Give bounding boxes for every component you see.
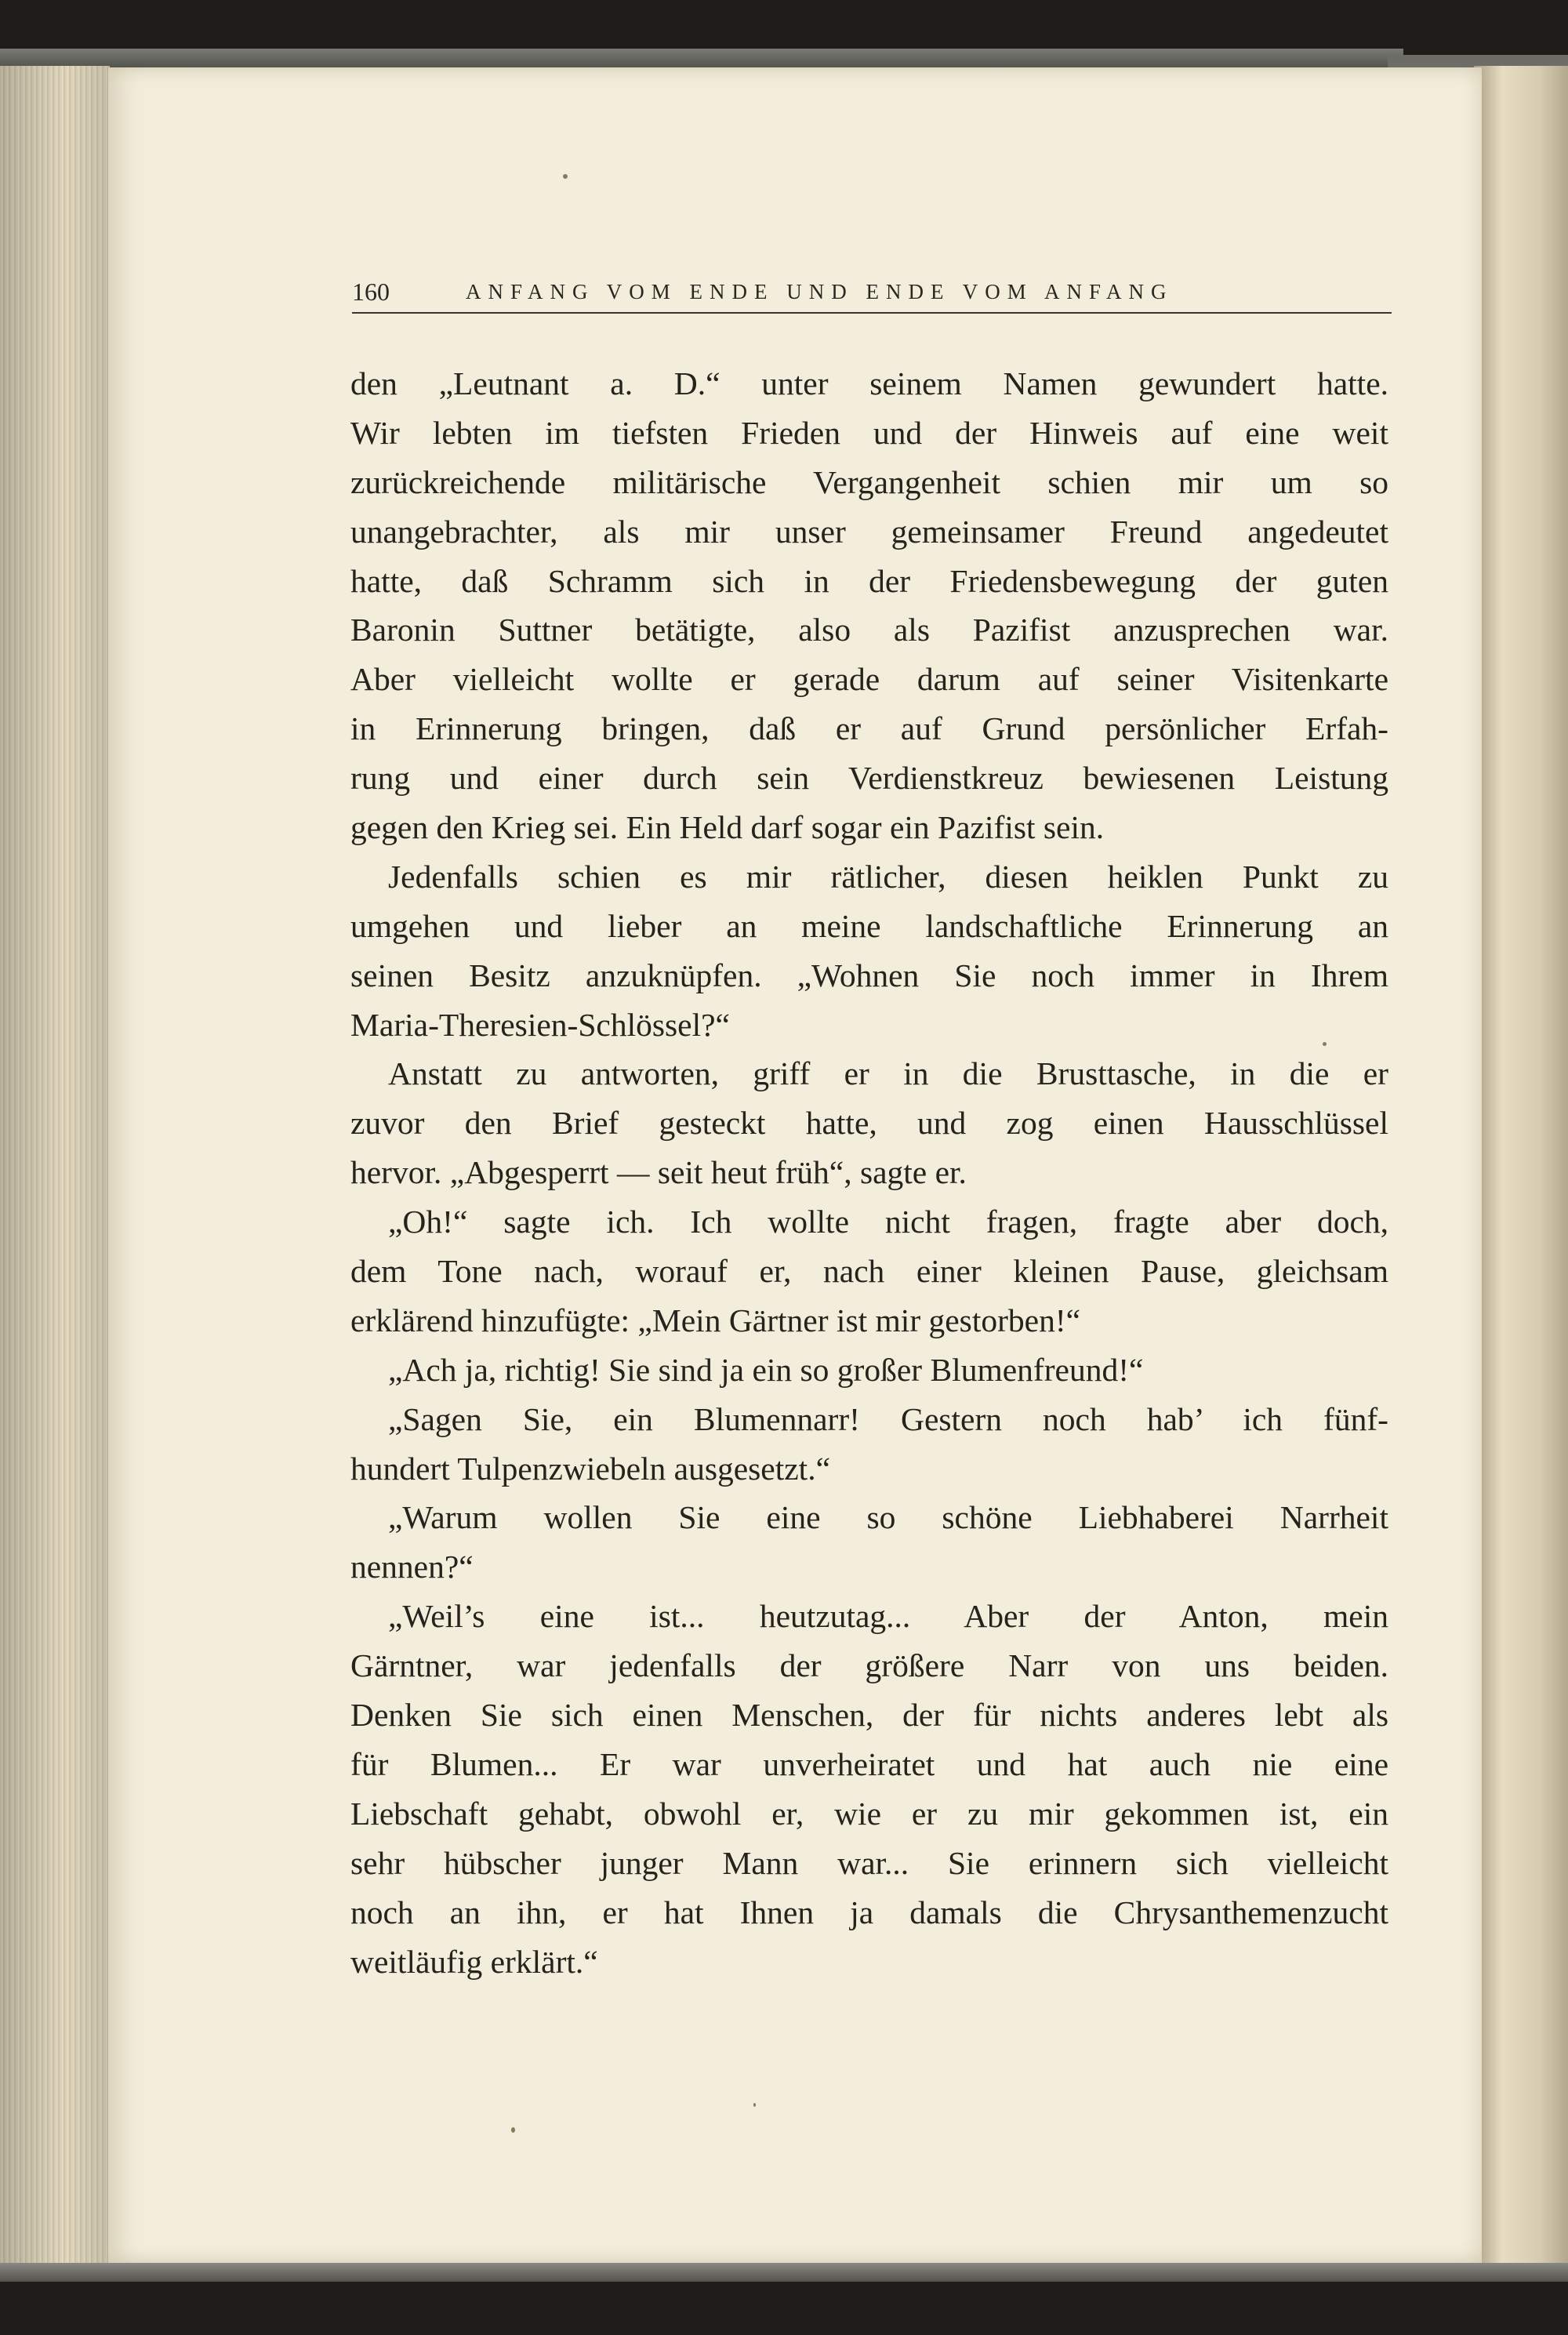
text-line: rung und einer durch sein Verdienstkreuz bewiesenen Leistung xyxy=(350,760,1388,797)
paragraph xyxy=(350,1345,1388,1395)
text-line: Gärntner, war jedenfalls der größere Narr von uns beiden. xyxy=(350,1647,1388,1684)
text-line: Aber vielleicht wollte er gerade darum auf seiner Visitenkarte xyxy=(350,661,1388,698)
text-line: in Erinnerung bringen, daß er auf Grund persönlicher Erfah- xyxy=(350,710,1388,747)
text-line: Liebschaft gehabt, obwohl er, wie er zu mir gekommen ist, ein xyxy=(350,1795,1388,1832)
paragraph xyxy=(350,1049,1388,1197)
text-line: Jedenfalls schien es mir rätlicher, diesen heiklen Punkt zu xyxy=(388,858,1388,895)
text-line: hervor. „Abgesperrt — seit heut früh“, sagte er. xyxy=(350,1154,967,1191)
book-board-bottom xyxy=(0,2263,1568,2282)
body-text xyxy=(350,359,1388,1986)
text-line: zurückreichende militärische Vergangenheit schien mir um so xyxy=(350,463,1388,500)
page-number: 160 xyxy=(352,278,390,306)
paragraph xyxy=(350,359,1388,852)
text-line: weitläufig erklärt.“ xyxy=(350,1943,598,1980)
text-line: umgehen und lieber an meine landschaftliche Erinnerung an xyxy=(350,907,1388,944)
text-line: seinen Besitz anzuknüpfen. „Wohnen Sie noch immer in Ihrem xyxy=(350,957,1388,993)
paragraph xyxy=(350,1592,1388,1986)
text-line: Denken Sie sich einen Menschen, der für nichts anderes lebt als xyxy=(350,1697,1388,1734)
text-line: erklärend hinzufügte: „Mein Gärtner ist mir gestorben!“ xyxy=(350,1302,1081,1338)
text-line: gegen den Krieg sei. Ein Held darf sogar ein Pazifist sein. xyxy=(350,809,1105,846)
running-head-title: ANFANG VOM ENDE UND ENDE VOM ANFANG xyxy=(466,280,1174,303)
text-line: nennen?“ xyxy=(350,1549,474,1585)
text-line: dem Tone nach, worauf er, nach einer kleinen Pause, gleichsam xyxy=(350,1253,1388,1290)
text-line: „Warum wollen Sie eine so schöne Liebhaberei Narrheit xyxy=(388,1499,1388,1536)
text-line: hatte, daß Schramm sich in der Friedensbewegung der guten xyxy=(350,562,1388,599)
text-line: unangebrachter, als mir unser gemeinsamer Freund angedeutet xyxy=(350,513,1388,550)
text-line: noch an ihn, er hat Ihnen ja damals die Chrysanthemenzucht xyxy=(350,1894,1388,1930)
text-line: zuvor den Brief gesteckt hatte, und zog einen Hausschlüssel xyxy=(350,1105,1388,1142)
paper-speck xyxy=(563,174,568,179)
text-line: Anstatt zu antworten, griff er in die Brusttasche, in die er xyxy=(388,1055,1388,1092)
text-line: „Ach ja, richtig! Sie sind ja ein so großer Blumenfreund!“ xyxy=(388,1351,1144,1388)
paper-speck xyxy=(753,2103,756,2107)
text-line: „Sagen Sie, ein Blumennarr! Gestern noch hab’ ich fünf- xyxy=(388,1400,1388,1437)
text-line: Maria-Theresien-Schlössel?“ xyxy=(350,1006,730,1043)
text-line: sehr hübscher junger Mann war... Sie erinnern sich vielleicht xyxy=(350,1844,1388,1881)
left-page-edges-shade xyxy=(0,66,110,2269)
running-head-rule xyxy=(352,312,1392,314)
text-line: „Oh!“ sagte ich. Ich wollte nicht fragen, fragte aber doch, xyxy=(388,1204,1388,1240)
paper-speck xyxy=(511,2127,515,2133)
paragraph xyxy=(350,852,1388,1050)
right-page-edge xyxy=(1474,66,1568,2269)
paragraph xyxy=(350,1395,1388,1494)
text-line: für Blumen... Er war unverheiratet und hat auch nie eine xyxy=(350,1745,1388,1782)
text-line: Wir lebten im tiefsten Frieden und der Hinweis auf eine weit xyxy=(350,414,1388,451)
text-line: „Weil’s eine ist... heutzutag... Aber der Anton, mein xyxy=(388,1598,1388,1635)
text-line: Baronin Suttner betätigte, also als Pazifist anzusprechen war. xyxy=(350,612,1388,648)
text-line: den „Leutnant a. D.“ unter seinem Namen gewundert hatte. xyxy=(350,365,1388,401)
running-head xyxy=(352,274,1392,309)
paragraph xyxy=(350,1493,1388,1592)
text-line: hundert Tulpenzwiebeln ausgesetzt.“ xyxy=(350,1450,830,1487)
paragraph xyxy=(350,1197,1388,1345)
